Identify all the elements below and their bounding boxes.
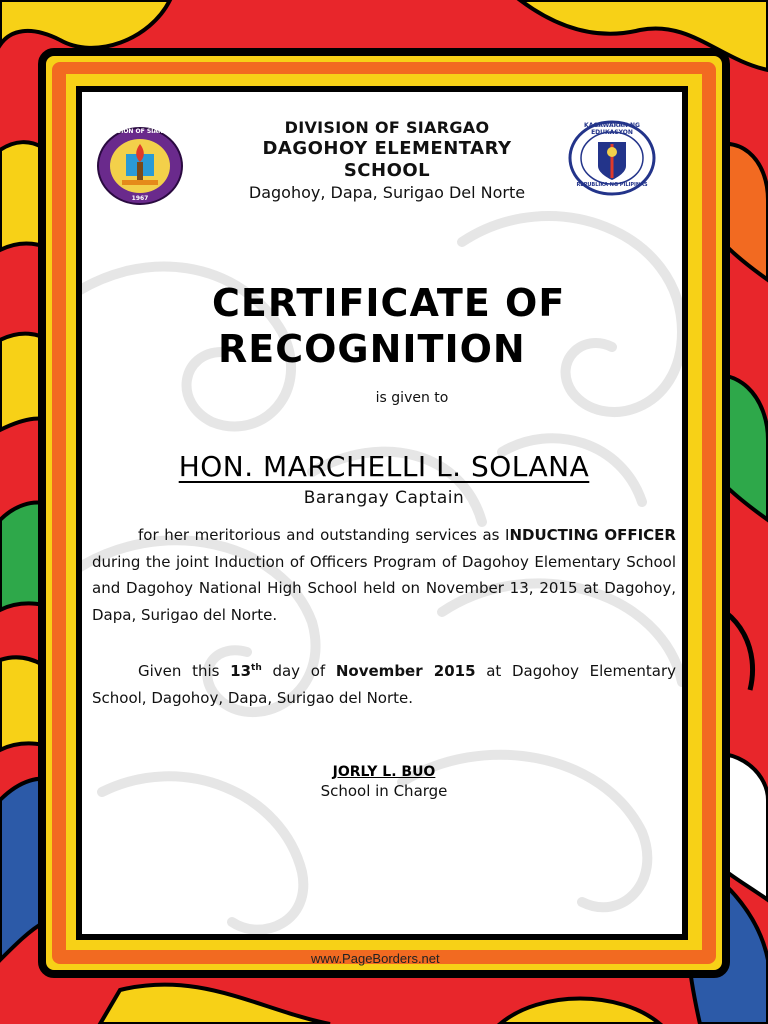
school-address: Dagohoy, Dapa, Surigao Del Norte xyxy=(248,183,526,202)
signatory-name xyxy=(82,764,686,780)
given-text-2: day of xyxy=(261,662,336,680)
deped-seal-text-bottom: REPUBLIKA NG PILIPINAS xyxy=(576,182,648,188)
signatory-title: School in Charge xyxy=(320,782,448,800)
certificate-paper xyxy=(82,92,682,934)
signatory-name-text: JORLY L. BUO xyxy=(332,764,436,780)
border-credit-watermark: www.PageBorders.net xyxy=(311,951,440,966)
given-month: November 2015 xyxy=(335,662,476,680)
certificate-title xyxy=(210,280,610,372)
citation-paragraph xyxy=(92,522,676,628)
given-day-suffix: th xyxy=(251,663,262,673)
school-name xyxy=(192,138,582,182)
division-seal-text: DIVISION OF SIARGAO xyxy=(102,128,178,135)
given-to-text: is given to xyxy=(375,390,449,406)
recipient-name xyxy=(82,450,686,483)
citation-text-2: during the joint Induction of Officers Program of Dagohoy Elementary School and Dagohoy National High School held on November 13, 2015 at Dagohoy, Dapa, Surigao del Norte. xyxy=(92,552,676,624)
given-text-3: at Dagohoy Elementary School, Dagohoy, Dapa, Surigao del Norte. xyxy=(92,662,676,707)
deped-seal-text-top: KAGAWARAN NG EDUKASYON xyxy=(584,122,640,136)
division-name: DIVISION OF SIARGAO xyxy=(284,118,490,137)
division-seal-icon xyxy=(96,126,184,206)
certificate-title-line2: RECOGNITION xyxy=(218,327,526,371)
given-date-paragraph xyxy=(92,655,676,711)
given-day: 13 xyxy=(230,662,252,680)
school-name-line2: SCHOOL xyxy=(343,160,431,181)
school-name-line1: DAGOHOY ELEMENTARY xyxy=(262,138,512,159)
division-seal-year: 1967 xyxy=(131,195,149,202)
certificate-title-line1: CERTIFICATE OF xyxy=(212,281,566,325)
background-swirl-pattern xyxy=(82,92,682,934)
recipient-position: Barangay Captain xyxy=(303,488,465,508)
citation-role-bold: NDUCTING OFFICER xyxy=(509,526,676,544)
recipient-name-text: HON. MARCHELLI L. SOLANA xyxy=(178,450,590,483)
citation-text-1: for her meritorious and outstanding services as I xyxy=(138,526,510,544)
given-text-1: Given this xyxy=(138,662,231,680)
